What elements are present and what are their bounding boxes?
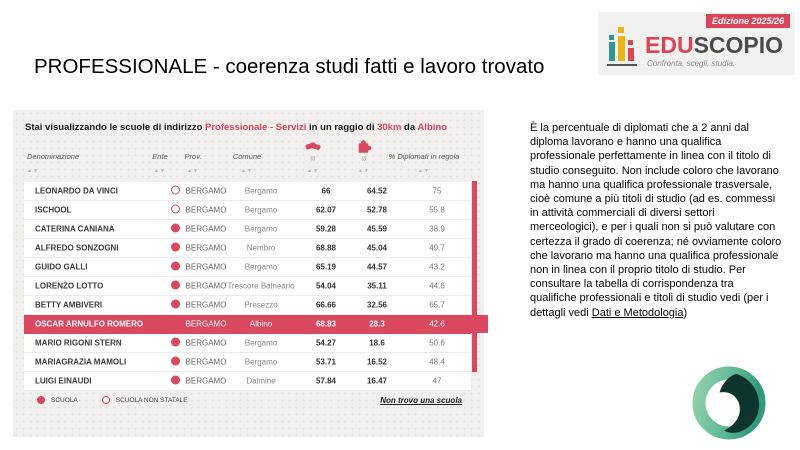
- lavoro-cell: 54.27: [315, 338, 337, 348]
- legend-non-statale-label: SCUOLA NON STATALE: [115, 396, 188, 404]
- brand-edu: EDU: [645, 32, 694, 58]
- filter-summary: [25, 122, 477, 133]
- eduscopio-wordmark: [645, 32, 783, 59]
- not-found-school-link[interactable]: Non trovo una scuola: [380, 396, 462, 405]
- regola-cell: 65.7: [429, 300, 445, 310]
- eduscopio-logo-card: [598, 12, 795, 75]
- sort-icon-lavoro[interactable]: ▲▼: [307, 168, 319, 174]
- school-name: LEONARDO DA VINCI: [35, 186, 118, 196]
- comune-cell: Presezzo: [244, 300, 278, 310]
- school-name: CATERINA CANIANA: [35, 224, 115, 234]
- edition-badge: Edizione 2025/26: [706, 14, 790, 28]
- lavoro-cell: 53.71: [315, 357, 337, 367]
- lavoro-cell: 66.66: [315, 300, 337, 310]
- coerenza-cell: 64.52: [366, 186, 388, 196]
- table-row[interactable]: [24, 201, 471, 220]
- table-row[interactable]: [24, 182, 471, 201]
- metric-description: [530, 121, 782, 320]
- sort-icon-regola[interactable]: ▲▼: [418, 168, 430, 174]
- eduscopio-tagline: Confronta, scegli, studia.: [647, 59, 736, 68]
- swirl-logo: [688, 362, 770, 444]
- prov-cell: BERGAMO: [185, 186, 227, 196]
- col-header-prov[interactable]: Prov.: [184, 152, 202, 161]
- table-row[interactable]: [24, 334, 471, 353]
- lavoro-cell: 68.83: [315, 319, 337, 329]
- table-row[interactable]: [24, 296, 471, 315]
- comune-cell: Bergamo: [244, 205, 278, 215]
- school-name: MARIAGRAZIA MAMOLI: [35, 357, 127, 367]
- school-name: OSCAR ARNULFO ROMERO: [35, 319, 144, 329]
- coerenza-cell: 32.56: [366, 300, 388, 310]
- comune-cell: Bergamo: [244, 338, 278, 348]
- coerenza-cell: 52.78: [366, 205, 388, 215]
- legend: [37, 396, 188, 404]
- comune-cell: Nembro: [246, 243, 276, 253]
- coerenza-cell: 35.11: [367, 281, 387, 291]
- handshake-icon[interactable]: [305, 140, 322, 153]
- lavoro-cell: 62.07: [315, 205, 337, 215]
- eduscopio-bars-icon: [607, 26, 641, 68]
- comune-cell: Bergamo: [244, 262, 278, 272]
- coerenza-cell: 45.59: [366, 224, 388, 234]
- scuola-statale-dot-icon: [37, 396, 45, 404]
- table-row[interactable]: [24, 239, 471, 258]
- school-name: GUIDO GALLI: [35, 262, 88, 272]
- school-name: ALFREDO SONZOGNI: [35, 243, 119, 253]
- regola-cell: 55.8: [429, 205, 445, 215]
- school-name: LORENZO LOTTO: [35, 281, 104, 291]
- table-row[interactable]: [24, 372, 471, 391]
- table-row[interactable]: [24, 277, 471, 296]
- coerenza-info-icon[interactable]: (i): [361, 156, 367, 162]
- col-header-comune[interactable]: Comune: [232, 152, 262, 161]
- comune-cell: Trescore Balneario: [227, 281, 295, 291]
- scuola-non-statale-dot-icon: [102, 396, 110, 404]
- comune-cell: Albino: [249, 319, 273, 329]
- regola-cell: 49.7: [429, 243, 445, 253]
- table-row[interactable]: [24, 353, 471, 372]
- school-table-panel: [13, 110, 484, 437]
- prov-cell: BERGAMO: [185, 224, 227, 234]
- coerenza-cell: 45.04: [366, 243, 388, 253]
- regola-cell: 47: [432, 376, 442, 386]
- table-row[interactable]: [24, 315, 471, 334]
- regola-cell: 50.6: [429, 338, 445, 348]
- regola-cell: 44.6: [429, 281, 445, 291]
- sort-icon-ente[interactable]: ▲▼: [154, 168, 166, 174]
- table-row[interactable]: [24, 220, 471, 239]
- sort-icon-denominazione[interactable]: ▲▼: [27, 168, 39, 174]
- sort-icon-coerenza[interactable]: ▲▼: [358, 168, 370, 174]
- description-body: È la percentuale di diplomati che a 2 anni dal diploma lavorano e hanno una qualifica professionale perfettamente in linea con il titolo di studio conseguito. Non include coloro che lavorano ma hanno una qualifica professionale trasversale, cioè comune a più titoli di studio (ad es. commessi in attività commerciali di diversi settori merceologici), e per i quali non si può valutare con certezza il grado di coerenza; né ovviamente coloro che lavorano ma hanno una qualifica professionale non in linea con il proprio titolo di studio. Per consultare la tabella di corrispondenza tra qualifiche professionali e titoli di studio vedi (per i dettagli vedi: [530, 122, 782, 319]
- description-suffix: ): [683, 306, 688, 319]
- regola-cell: 42.6: [429, 319, 445, 329]
- comune-cell: Bergamo: [244, 224, 278, 234]
- comune-cell: Dalmine: [246, 376, 276, 386]
- school-name: ISCHOOL: [35, 205, 72, 215]
- regola-cell: 43.2: [429, 262, 445, 272]
- prov-cell: BERGAMO: [185, 338, 227, 348]
- filter-prefix: Stai visualizzando le scuole di indirizzo: [25, 122, 206, 133]
- legend-scuola-label: SCUOLA: [51, 396, 78, 404]
- prov-cell: BERGAMO: [185, 205, 227, 215]
- regola-cell: 48.4: [429, 357, 445, 367]
- comune-cell: Bergamo: [244, 186, 278, 196]
- col-header-regola[interactable]: % Diplomati in regola: [388, 152, 460, 161]
- school-name: MARIO RIGONI STERN: [35, 338, 122, 348]
- prov-cell: BERGAMO: [185, 281, 227, 291]
- lavoro-cell: 57.84: [315, 376, 337, 386]
- filter-mid: in un raggio di: [306, 122, 378, 133]
- table-body: [24, 182, 471, 391]
- regola-cell: 75: [432, 186, 442, 196]
- lavoro-cell: 68.88: [315, 243, 337, 253]
- filter-indirizzo: Professionale - Servizi: [205, 122, 307, 133]
- lavoro-info-icon[interactable]: (i): [310, 156, 316, 162]
- sort-icon-comune[interactable]: ▲▼: [241, 168, 253, 174]
- prov-cell: BERGAMO: [185, 243, 227, 253]
- lavoro-cell: 54.04: [315, 281, 337, 291]
- filter-city: Albino: [417, 122, 447, 133]
- puzzle-icon[interactable]: [357, 139, 372, 154]
- school-name: LUIGI EINAUDI: [35, 376, 92, 386]
- comune-cell: Bergamo: [244, 357, 278, 367]
- brand-scopio: SCOPIO: [693, 32, 784, 58]
- lavoro-cell: 65.19: [315, 262, 337, 272]
- prov-cell: BERGAMO: [185, 319, 227, 329]
- regola-cell: 38.9: [429, 224, 445, 234]
- sort-icon-prov[interactable]: ▲▼: [187, 168, 199, 174]
- prov-cell: BERGAMO: [185, 262, 227, 272]
- dati-e-metodologia-link[interactable]: Dati e Metodologia: [591, 306, 684, 319]
- filter-radius: 30km: [377, 122, 402, 133]
- page-title: PROFESSIONALE - coerenza studi fatti e lavoro trovato: [34, 55, 545, 78]
- school-name: BETTY AMBIVERI: [35, 300, 103, 310]
- prov-cell: BERGAMO: [185, 357, 227, 367]
- lavoro-cell: 59.28: [315, 224, 337, 234]
- prov-cell: BERGAMO: [185, 300, 227, 310]
- table-row[interactable]: [24, 258, 471, 277]
- table-scrollbar[interactable]: [472, 181, 477, 372]
- coerenza-cell: 16.52: [366, 357, 388, 367]
- col-header-denominazione[interactable]: Denominazione: [27, 152, 80, 161]
- lavoro-cell: 66: [321, 186, 331, 196]
- prov-cell: BERGAMO: [185, 376, 227, 386]
- coerenza-cell: 28.3: [369, 319, 385, 329]
- coerenza-cell: 18.6: [369, 338, 385, 348]
- coerenza-cell: 44.57: [366, 262, 388, 272]
- coerenza-cell: 16.47: [366, 376, 388, 386]
- filter-da: da: [401, 122, 418, 133]
- col-header-ente[interactable]: Ente: [152, 152, 168, 161]
